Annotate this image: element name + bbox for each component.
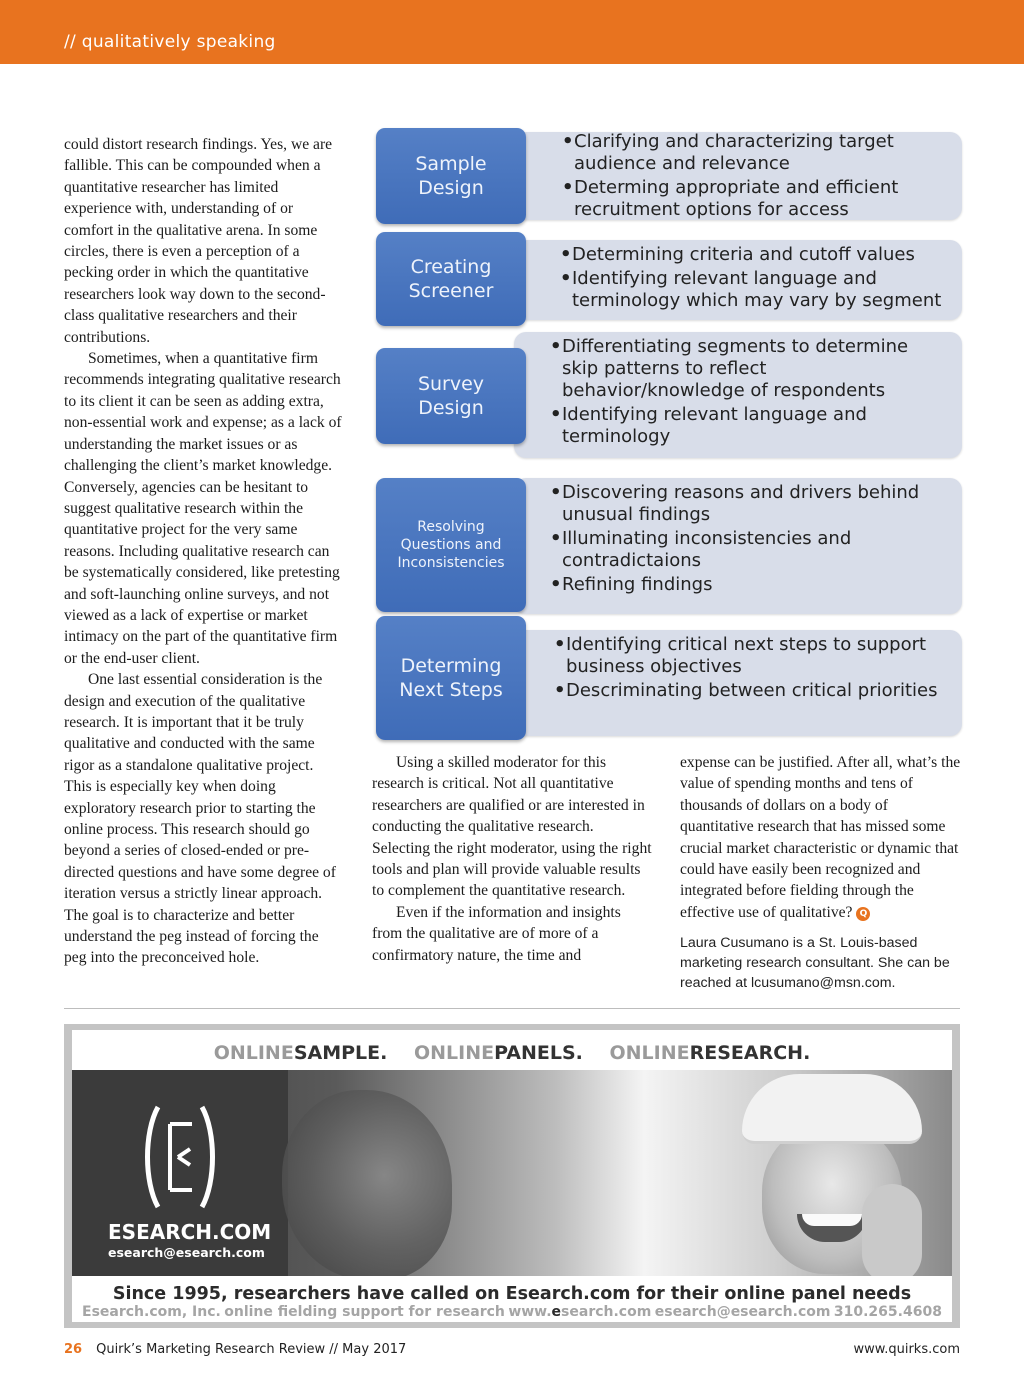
diagram-row-creating-screener (374, 232, 966, 326)
bullet-item: • Identifying critical next steps to support business objectives (554, 634, 950, 678)
bullet-item: • Identifying relevant language and terminology (550, 404, 950, 448)
brand-name: ESEARCH.COM (108, 1220, 272, 1244)
stage-bullets (554, 634, 950, 704)
ad-email-contact[interactable]: esearch@esearch.com (654, 1304, 831, 1320)
ad-photo (72, 1070, 952, 1276)
man-portrait (282, 1090, 452, 1276)
bullet-item: • Determining criteria and cutoff values (560, 244, 956, 266)
divider (64, 1008, 960, 1009)
publication-info: Quirk’s Marketing Research Review // May 2017 (96, 1342, 407, 1357)
stage-bullets (560, 244, 956, 314)
bullet-item: • Descriminating between critical priorities (554, 680, 950, 702)
headline-light: ONLINE (213, 1042, 294, 1064)
footer-url[interactable]: www.quirks.com (853, 1342, 960, 1357)
hat (742, 1074, 922, 1144)
brand-email: esearch@esearch.com (108, 1245, 265, 1260)
headline-dark: PANELS. (494, 1042, 583, 1064)
web-prefix: www. (508, 1304, 552, 1320)
bullet-item: • Refining findings (550, 574, 946, 596)
paragraph: One last essential consideration is the design and execution of the qualitative research. It is important that it be truly qualitative and conducted with the same rigor as a standalone qualitative project. This is especially key when doing exploratory research prior to starting the online process. This research should go beyond a series of closed-ended or pre-directed questions and have some degree of iteration versus a strictly linear approach. The goal is to characterize and better understand the peg instead of forcing the peg into the preconceived hole. (64, 671, 336, 967)
brand-panel (72, 1070, 288, 1276)
bullet-item: • Identifying relevant language and terminology which may vary by segment (560, 268, 956, 312)
hand (862, 1184, 922, 1276)
ad-contact-line (82, 1304, 942, 1320)
ad-website[interactable] (508, 1304, 651, 1320)
headline-group (414, 1042, 583, 1064)
bullet-item: • Discovering reasons and drivers behind unusual findings (550, 482, 946, 526)
article-column-left (64, 134, 344, 969)
web-suffix: search.com (561, 1304, 652, 1320)
bullet-item: • Determing appropriate and efficient recruitment options for access (562, 177, 952, 221)
page-number: 26 (64, 1342, 83, 1357)
diagram-row-survey-design (374, 336, 966, 460)
stage-label: Creating Screener (408, 256, 494, 302)
stage-bullets (550, 482, 946, 598)
ad-phone: 310.265.4608 (833, 1304, 942, 1320)
section-header-bar (0, 0, 1024, 64)
stage-label: Resolving Questions and Inconsistencies (397, 519, 505, 571)
ad-company: Esearch.com, Inc. (82, 1304, 221, 1320)
stage-label: Determing Next Steps (399, 655, 503, 701)
headline-dark: RESEARCH. (689, 1042, 811, 1064)
headline-group (610, 1042, 811, 1064)
section-title: // qualitatively speaking (64, 32, 276, 52)
diagram-row-next-steps (374, 616, 966, 740)
stage-bullets (550, 336, 950, 450)
stage-label: Sample Design (415, 153, 487, 199)
article-column-right (680, 752, 965, 993)
paragraph-text: expense can be justified. After all, what’s the value of spending months and tens of thousands of dollars on a body of quantitative research that has missed some crucial market characteristic or dynamic that could have easily been recognized and integrated before fielding through the effective use of qualitative? (680, 754, 961, 921)
paragraph: Using a skilled moderator for this research is critical. Not all quantitative researchers are qualified or are interested in conducting the qualitative research. Selecting the right moderator, using the right tools and plan will provide valuable results to complement the quantitative research. (372, 754, 652, 900)
bullet-item: • Illuminating inconsistencies and contradictaions (550, 528, 946, 572)
headline-dark: SAMPLE. (293, 1042, 388, 1064)
stage-box (376, 348, 526, 444)
stage-bullets (562, 131, 952, 223)
article-column-middle (372, 752, 652, 966)
headline-group (214, 1042, 388, 1064)
diagram-row-sample-design (374, 128, 966, 224)
page-footer-left (64, 1342, 406, 1357)
author-bio: Laura Cusumano is a St. Louis-based marketing research consultant. She can be reached at lcusumano@msn.com. (680, 935, 950, 992)
woman-portrait (712, 1070, 942, 1276)
paragraph: could distort research findings. Yes, we are fallible. This can be compounded when a quantitative researcher has limited experience with, understanding of or comfort in the qualitative arena. In some circles, there is even a perception of a pecking order in which the quantitative researchers look way down to the second-class qualitative researchers and their contributions. (64, 136, 333, 346)
ad-tagline: Since 1995, researchers have called on Esearch.com for their online panel needs (112, 1284, 912, 1304)
headline-light: ONLINE (413, 1042, 495, 1064)
ad-content (72, 1030, 952, 1322)
web-bold: e (551, 1304, 562, 1320)
ad-service: online fielding support for research (224, 1304, 505, 1320)
esearch-logo-icon (140, 1102, 220, 1212)
diagram-row-resolving (374, 478, 966, 614)
stage-box (376, 616, 526, 740)
paragraph: Even if the information and insights from the qualitative are of more of a confirmatory nature, the time and (372, 903, 621, 964)
ad-headline (72, 1042, 952, 1064)
headline-light: ONLINE (609, 1042, 690, 1064)
stage-box (376, 478, 526, 612)
paragraph (680, 752, 965, 923)
stage-box (376, 232, 526, 326)
esearch-advertisement[interactable] (64, 1024, 960, 1328)
research-process-diagram (374, 128, 966, 740)
stage-box (376, 128, 526, 224)
paragraph: Sometimes, when a quantitative firm recommends integrating qualitative research to its client it can be seen as adding extra, non-essential work and expense; as a lack of understanding the market issues or as challenging the client’s market knowledge. Conversely, agencies can be hesitant to suggest qualitative research within the quantitative project for the very same reasons. Including qualitative research can be systematically considered, like pretesting and soft-launching online surveys, and not viewed as a lack of expertise or market intimacy on the part of the quantitative firm or the end-user client. (64, 350, 342, 667)
stage-label: Survey Design (417, 373, 485, 419)
end-mark-icon: Q (856, 907, 870, 921)
teeth (802, 1214, 862, 1226)
bullet-item: • Clarifying and characterizing target audience and relevance (562, 131, 952, 175)
bullet-item: • Differentiating segments to determine skip patterns to reflect behavior/knowledge of respondents (550, 336, 950, 402)
